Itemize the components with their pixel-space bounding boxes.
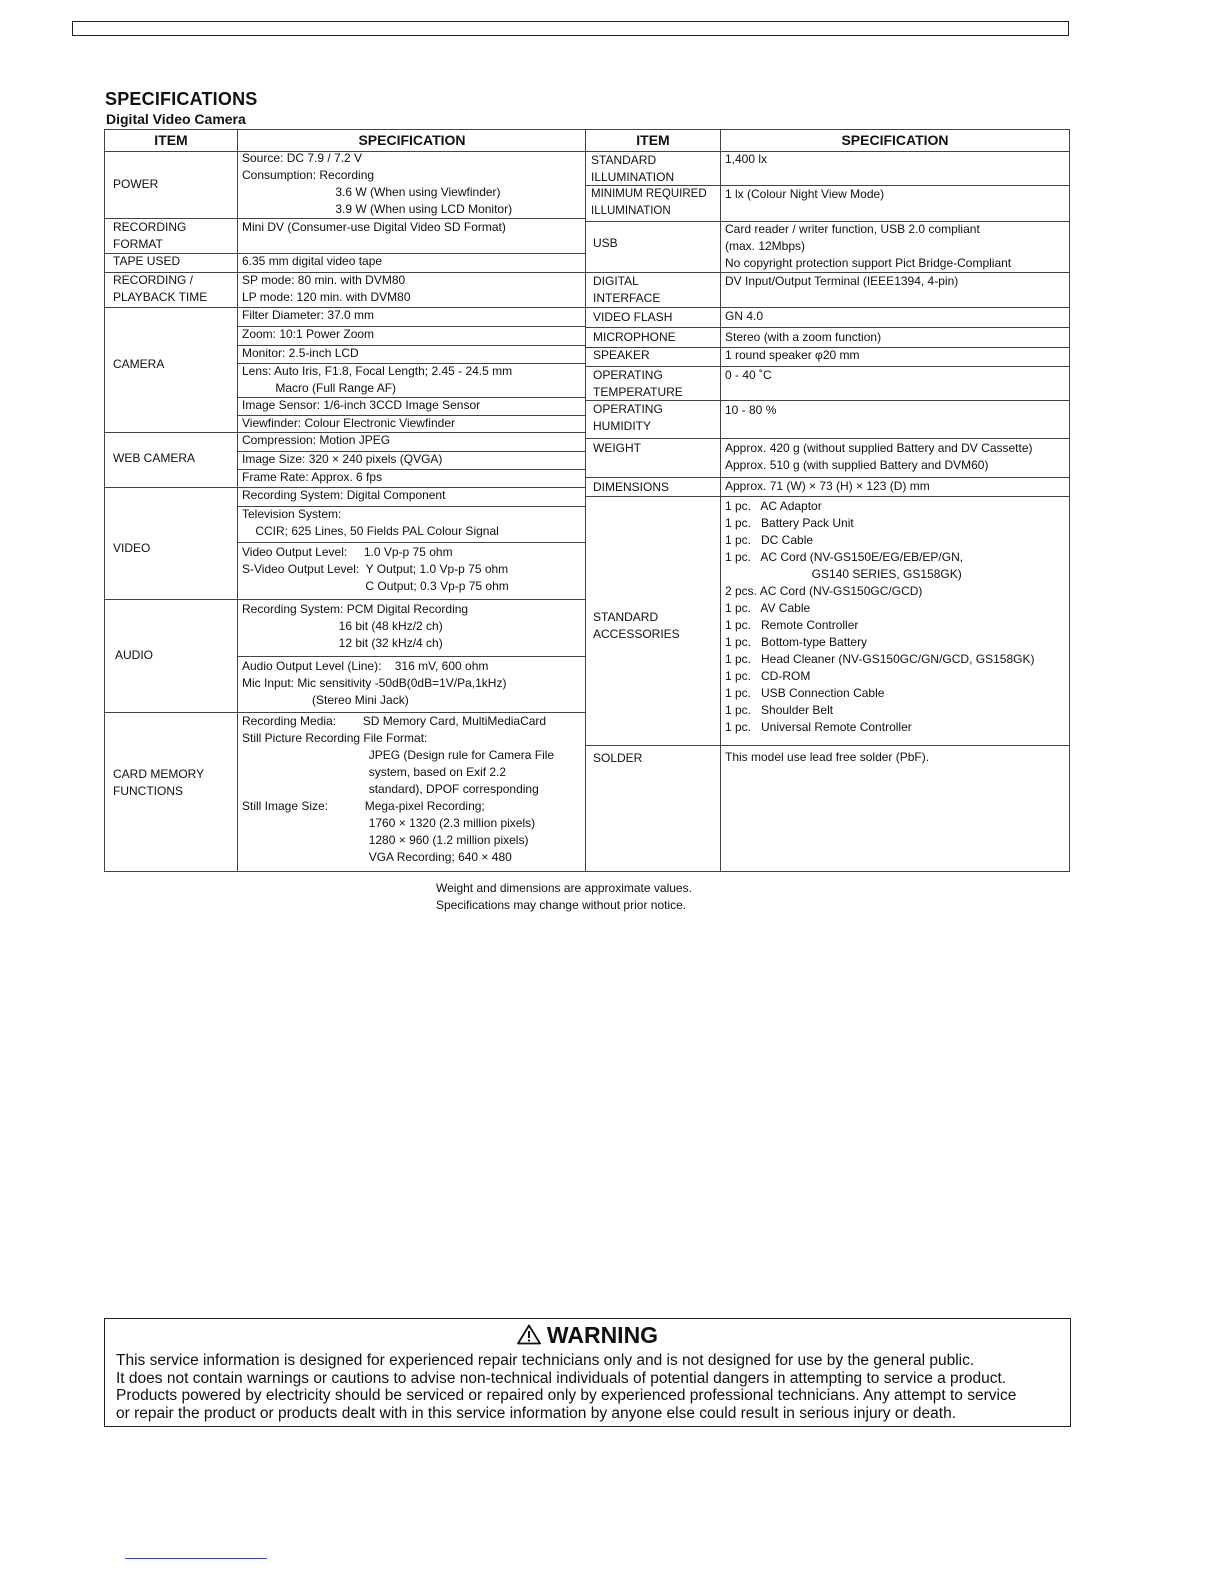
item-camera: CAMERA: [113, 357, 165, 371]
warning-line: Products powered by electricity should be serviced or repaired only by experienced professional technicians. Any attempt to service: [116, 1387, 1017, 1404]
item-video-flash: VIDEO FLASH: [593, 310, 673, 324]
spec-usb: Card reader / writer function, USB 2.0 compliant (max. 12Mbps) No copyright protection support Pict Bridge-Compliant: [725, 222, 1012, 270]
spec-web-frame-rate: Frame Rate: Approx. 6 fps: [242, 470, 383, 484]
spec-camera-viewfinder: Viewfinder: Colour Electronic Viewfinder: [242, 416, 455, 430]
spec-card-memory: Recording Media: SD Memory Card, MultiMediaCard Still Picture Recording File Format: JPEG (Design rule for Camera File system, based on Exif 2.2 standard), DPOF corresponding Still Image Size: Mega-pixel Recording; 1760 × 1320 (2.3 million pixels) 1280 × 960 (1.2 million pixels) VGA Recording; 640 × 480: [242, 714, 555, 864]
item-minimum-required-illumination: MINIMUM REQUIRED ILLUMINATION: [591, 188, 707, 217]
item-operating-humidity: OPERATING HUMIDITY: [593, 402, 663, 433]
spec-audio-output: Audio Output Level (Line): 316 mV, 600 ohm Mic Input: Mic sensitivity -50dB(0dB=1V/Pa,1kHz) (Stereo Mini Jack): [242, 659, 507, 707]
item-microphone: MICROPHONE: [593, 330, 676, 344]
warning-line: This service information is designed for experienced repair technicians only and is not designed for use by the general public.: [116, 1352, 975, 1369]
header-bar: [72, 21, 1069, 36]
spec-speaker: 1 round speaker φ20 mm: [725, 348, 860, 362]
item-usb: USB: [593, 236, 618, 250]
header-item: ITEM: [154, 132, 188, 148]
item-digital-interface: DIGITAL INTERFACE: [593, 274, 661, 305]
footnote-change: Specifications may change without prior notice.: [436, 898, 687, 912]
spec-video-output-level: Video Output Level: 1.0 Vp-p 75 ohm S-Video Output Level: Y Output; 1.0 Vp-p 75 ohm C Output; 0.3 Vp-p 75 ohm: [242, 545, 509, 593]
spec-video-television-system: Television System: CCIR; 625 Lines, 50 Fields PAL Colour Signal: [242, 507, 499, 538]
footnote-weight: Weight and dimensions are approximate values.: [436, 881, 692, 895]
row-rule: [586, 307, 1069, 308]
row-rule: [586, 745, 1069, 746]
column-divider: [720, 130, 721, 871]
item-weight: WEIGHT: [593, 441, 641, 455]
spec-dimensions: Approx. 71 (W) × 73 (H) × 123 (D) mm: [725, 479, 930, 493]
item-standard-illumination: STANDARD ILLUMINATION: [591, 153, 675, 184]
spec-video-recording-system: Recording System: Digital Component: [242, 488, 446, 502]
item-video: VIDEO: [113, 541, 151, 555]
warning-line: or repair the product or products dealt with in this service information by anyone else could result in serious injury or death.: [116, 1404, 957, 1422]
spec-camera-sensor: Image Sensor: 1/6-inch 3CCD Image Sensor: [242, 398, 481, 412]
item-web-camera: WEB CAMERA: [113, 451, 196, 465]
row-rule: [586, 496, 1069, 497]
footnotes: [436, 880, 692, 914]
spec-microphone: Stereo (with a zoom function): [725, 330, 882, 344]
warning-title: WARNING: [546, 1322, 659, 1348]
warning-box: [104, 1318, 1071, 1427]
spec-audio-recording-system: Recording System: PCM Digital Recording 16 bit (48 kHz/2 ch) 12 bit (32 kHz/4 ch): [242, 602, 469, 650]
spec-web-image-size: Image Size: 320 × 240 pixels (QVGA): [242, 452, 443, 466]
item-dimensions: DIMENSIONS: [593, 480, 670, 494]
item-standard-accessories: STANDARD ACCESSORIES: [593, 610, 680, 641]
item-speaker: SPEAKER: [593, 348, 650, 362]
spec-minimum-illumination: 1 lx (Colour Night View Mode): [725, 187, 885, 201]
page-subtitle: Digital Video Camera: [106, 111, 246, 127]
spec-camera-zoom: Zoom: 10:1 Power Zoom: [242, 327, 375, 341]
spec-table-right: [586, 129, 1070, 872]
row-rule: [586, 438, 1069, 439]
spec-weight: Approx. 420 g (without supplied Battery and DV Cassette) Approx. 510 g (with supplied Battery and DVM60): [725, 441, 1033, 472]
warning-heading: [105, 1322, 1070, 1349]
spec-web-compression: Compression: Motion JPEG: [242, 433, 391, 447]
spec-recording-playback-time: SP mode: 80 min. with DVM80 LP mode: 120 min. with DVM80: [242, 273, 411, 304]
spec-digital-interface: DV Input/Output Terminal (IEEE1394, 4-pin): [725, 274, 959, 288]
item-audio: AUDIO: [115, 648, 154, 662]
item-recording-playback-time: RECORDING / PLAYBACK TIME: [113, 273, 208, 304]
spec-camera-lens: Lens: Auto Iris, F1.8, Focal Length; 2.45 - 24.5 mm Macro (Full Range AF): [242, 364, 513, 395]
sub-rule: [238, 542, 585, 543]
row-rule: [586, 327, 1069, 328]
footer-link-underline[interactable]: [125, 1558, 267, 1559]
item-solder: SOLDER: [593, 751, 643, 765]
spec-operating-humidity: 10 - 80 %: [725, 403, 777, 417]
row-rule: [105, 599, 585, 600]
spec-camera-filter: Filter Diameter: 37.0 mm: [242, 308, 375, 322]
header-specification: SPECIFICATION: [358, 132, 466, 148]
spec-table-left: [104, 129, 586, 872]
spec-power: Source: DC 7.9 / 7.2 V Consumption: Recording 3.6 W (When using Viewfinder) 3.9 W (When using LCD Monitor): [242, 151, 513, 216]
warning-body: [116, 1352, 1016, 1422]
header-item: ITEM: [636, 132, 670, 148]
item-power: POWER: [113, 177, 159, 191]
spec-recording-format: Mini DV (Consumer-use Digital Video SD Format): [242, 220, 506, 234]
spec-camera-monitor: Monitor: 2.5-inch LCD: [242, 346, 359, 360]
warning-line: It does not contain warnings or cautions to advise non-technical individuals of potential dangers in attempting to service a product.: [116, 1369, 1007, 1387]
spec-tape-used: 6.35 mm digital video tape: [242, 254, 383, 268]
item-operating-temperature: OPERATING TEMPERATURE: [593, 368, 683, 399]
spec-standard-accessories: 1 pc. AC Adaptor 1 pc. Battery Pack Unit 1 pc. DC Cable 1 pc. AC Cord (NV-GS150E/EG/EB/EP/GN, GS140 SERIES, GS158GK) 2 pcs. AC Cord (NV-GS150GC/GCD) 1 pc. AV Cable 1 pc. Remote Controller 1 pc. Bottom-type Battery 1 pc. Head Cleaner (NV-GS150GC/GN/GCD, GS158GK) 1 pc. CD-ROM 1 pc. USB Connection Cable 1 pc. Shoulder Belt 1 pc. Universal Remote Controller: [725, 499, 1035, 734]
spec-solder: This model use lead free solder (PbF).: [725, 750, 930, 764]
item-card-memory-functions: CARD MEMORY FUNCTIONS: [113, 767, 205, 798]
item-tape-used: TAPE USED: [113, 254, 181, 268]
spec-video-flash: GN 4.0: [725, 309, 764, 323]
sub-rule: [238, 656, 585, 657]
warning-triangle-icon: [517, 1324, 541, 1345]
page-title: SPECIFICATIONS: [105, 89, 258, 109]
header-specification: SPECIFICATION: [841, 132, 949, 148]
item-recording-format: RECORDING FORMAT: [113, 220, 187, 251]
spec-standard-illumination: 1,400 lx: [725, 152, 768, 166]
spec-operating-temperature: 0 - 40 ˚C: [725, 368, 772, 382]
column-divider: [237, 130, 238, 871]
